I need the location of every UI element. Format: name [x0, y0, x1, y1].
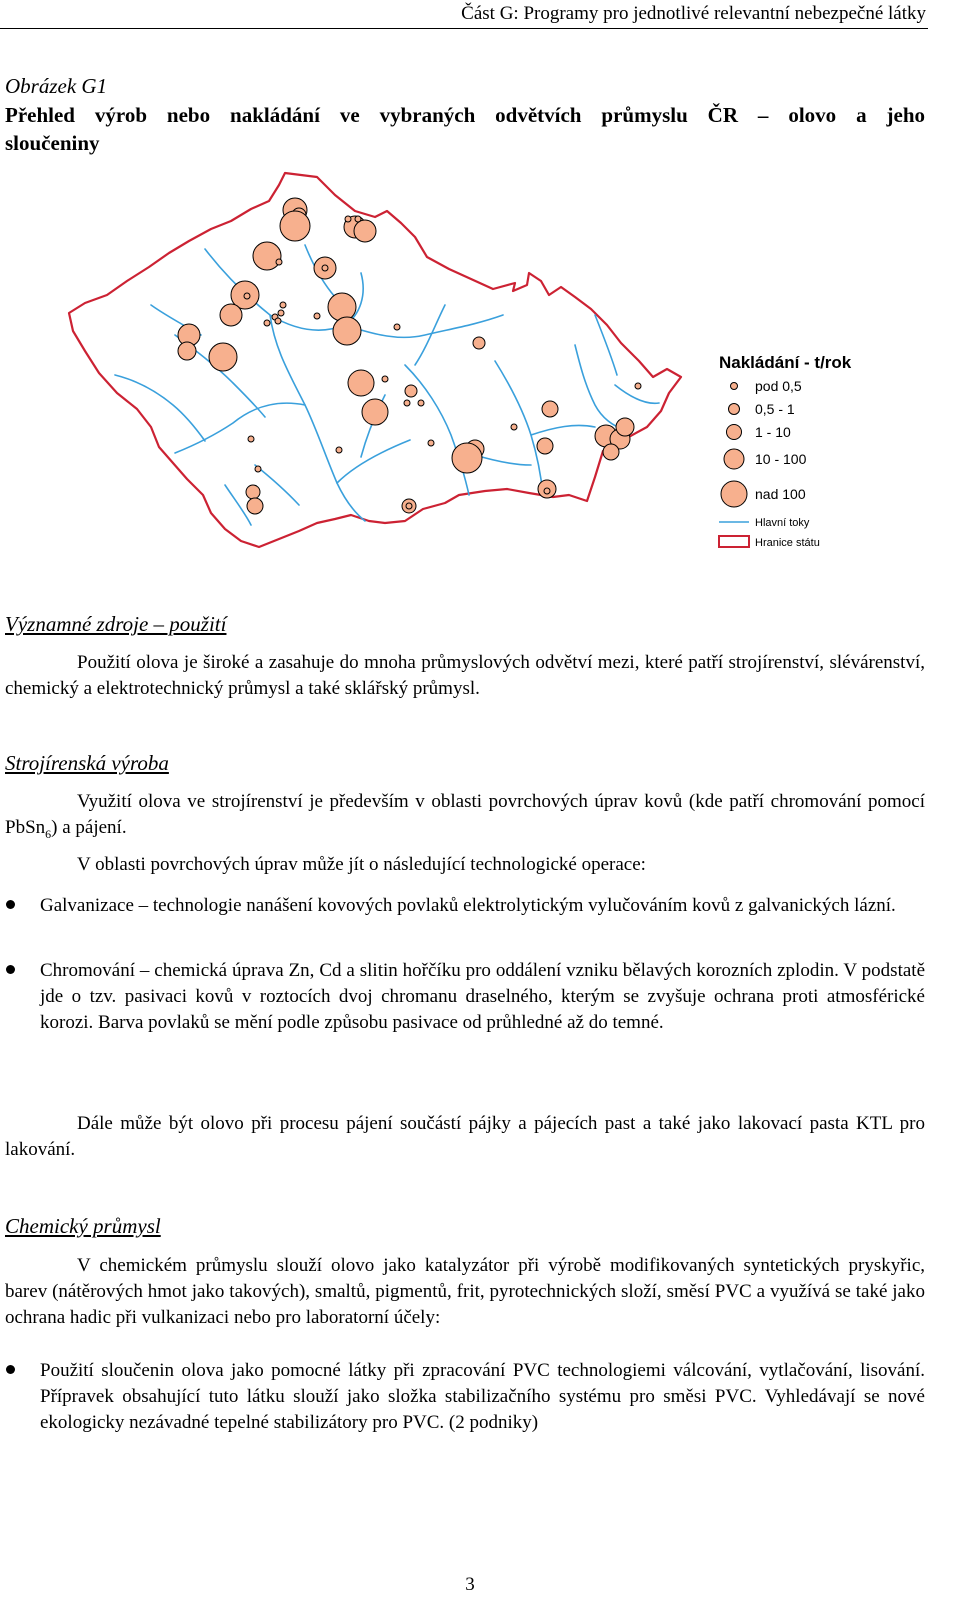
legend-item-5: nad 100 [755, 486, 806, 502]
bullet-marker-3 [6, 1365, 15, 1374]
czech-map [55, 165, 875, 560]
legend-item-1: pod 0,5 [755, 378, 802, 394]
bullet-pvc: Použití sloučenin olova jako pomocné látky při zpracování PVC technologiemi válcování, vytlačování, lisování. Přípravek obsahující tuto látku slouží jako složka stabilizačního systému pro směsi PVC. Vyhledávají se nové ekologicky nezávadné tepelné stabilizátory pro PVC. (2 podniky) [40, 1360, 925, 1433]
paragraph-engineering-a: Využití olova ve strojírenství je především v oblasti povrchových úprav kovů (kde patří chromování pomocí PbSn [5, 791, 925, 838]
legend-item-2: 0,5 - 1 [755, 401, 795, 417]
legend-title: Nakládání - t/rok [719, 353, 852, 372]
paragraph-sources: Použití olova je široké a zasahuje do mnoha průmyslových odvětví mezi, které patří strojírenství, slévárenství, chemický a elektrotechnický průmysl a také sklářský průmysl. [5, 652, 925, 699]
figure-title-line1: Přehled výrob nebo nakládání ve vybraných odvětvích průmyslu ČR – olovo a jeho [5, 103, 925, 127]
paragraph-engineering-b: ) a pájení. [51, 817, 127, 838]
section-heading-sources: Významné zdroje – použití [5, 612, 227, 636]
running-header: Část G: Programy pro jednotlivé relevantní nebezpečné látky [461, 3, 926, 24]
section-heading-chemical: Chemický průmysl [5, 1214, 161, 1238]
page-number: 3 [465, 1574, 475, 1595]
legend-border: Hranice státu [755, 537, 820, 549]
bullet-marker-2 [6, 965, 15, 974]
legend-item-3: 1 - 10 [755, 424, 791, 440]
pbsn-subscript: 6 [45, 826, 52, 841]
figure-label: Obrázek G1 [5, 74, 108, 98]
paragraph-engineering [5, 789, 925, 847]
figure-title-line2: sloučeniny [5, 131, 100, 155]
map-legend [719, 353, 852, 549]
section-heading-engineering: Strojírenská výroba [5, 751, 169, 775]
legend-rivers: Hlavní toky [755, 517, 810, 529]
paragraph-operations: V oblasti povrchových úprav může jít o následující technologické operace: [77, 854, 646, 875]
bullet-chromium: Chromování – chemická úprava Zn, Cd a slitin hořčíku pro oddálení vzniku bělavých korozních zplodin. V podstatě jde o tzv. pasivaci kovů v roztocích dvoj chromanu draselného, kterým se zvyšuje ochrana proti atmosférické korozi. Barva povlaků se mění podle způsobu pasivace od průhledné až do temné. [40, 960, 925, 1033]
legend-item-4: 10 - 100 [755, 451, 807, 467]
paragraph-soldering: Dále může být olovo při procesu pájení součástí pájky a pájecích past a také jako lakovací pasta KTL pro lakování. [5, 1113, 925, 1160]
paragraph-chemical: V chemickém průmyslu slouží olovo jako katalyzátor při výrobě modifikovaných syntetických pryskyřic, barev (nátěrových hmot jako takových), smaltů, pigmentů, frit, pyrotechnických složí, směsí PVC a využívá se také jako ochrana hadic při vulkanizaci nebo pro laboratorní účely: [5, 1255, 925, 1328]
header-rule [0, 28, 928, 29]
bullet-marker-1 [6, 900, 15, 909]
bullet-galvanization: Galvanizace – technologie nanášení kovových povlaků elektrolytickým vylučováním kovů z galvanických lázní. [40, 895, 896, 916]
